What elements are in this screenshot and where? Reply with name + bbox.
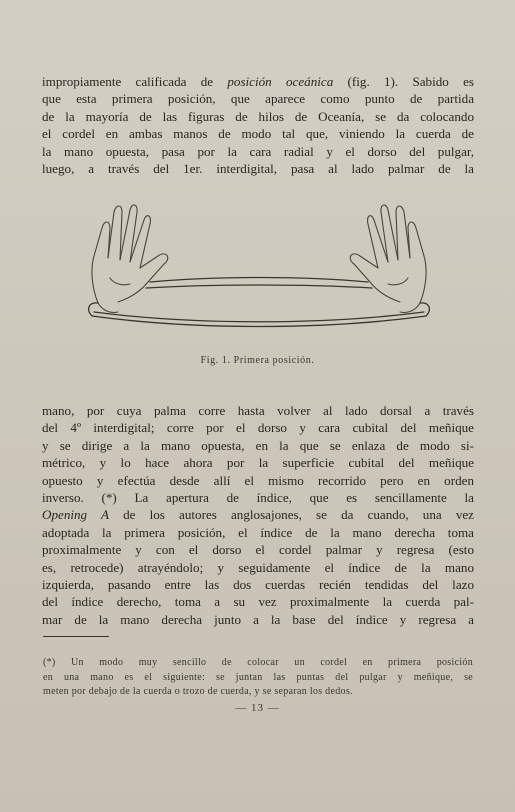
text-line: Opening A de los autores anglosajones, se da cuando, una vez (42, 507, 474, 523)
text-line: de la mayoría de las figuras de hilos de Oceanía, se da colocando (42, 108, 474, 124)
text-line: el cordel en ambas manos de modo tal que, viniendo la cuerda de (42, 126, 474, 142)
text-line: inverso. (*) La apertura de índice, que es sencillamente la (42, 490, 474, 506)
text-line: luego, a través del 1er. interdigital, pasa al lado palmar de la (42, 161, 474, 177)
text-line: mano, por cuya palma corre hasta volver al lado dorsal a través (42, 403, 474, 418)
text-line: es, retrocede) atrayéndolo; y seguidamente el índice de la mano (42, 559, 474, 575)
text-line: izquierda, pasando entre las dos cuerdas recién tendidas del lazo (42, 577, 474, 593)
hands-string-illustration (74, 198, 444, 338)
footnote-line: meten por debajo de la cuerda o trozo de cuerda, y se separan los dedos. (43, 686, 353, 697)
footnote (43, 656, 473, 700)
text-line: adoptada la primera posición, el índice de la mano derecha toma (42, 524, 474, 540)
footnote-divider (43, 636, 109, 637)
text-line: mar de la mano derecha junto a la base del índice y regresa a (42, 611, 474, 627)
text-line: impropiamente calificada de posición oceánica (fig. 1). Sabido es (42, 74, 475, 89)
left-hand-icon (92, 205, 168, 313)
string-loop-icon (89, 278, 430, 327)
text-line: del 4º interdigital; corre por el dorso y cara cubital del meñique (42, 420, 474, 436)
text-line: opuesto y efectúa desde allí el mismo recorrido pero en orden (42, 472, 474, 488)
text-line: proximalmente y con el dorso el cordel palmar y regresa (esto (42, 542, 474, 558)
text-line: métrico, y lo hace ahora por la superficie cubital del meñique (42, 455, 474, 471)
page-number: — 13 — (235, 702, 280, 714)
text-line: que esta primera posición, que aparece como punto de partida (42, 91, 474, 107)
paragraph-top (42, 73, 474, 177)
text-line: y se dirige a la mano opuesta, en la que se enlaza de modo si- (42, 437, 474, 453)
footnote-line: en una mano es el siguiente: se juntan las puntas del pulgar y meñique, se (43, 671, 473, 683)
text-line: la mano opuesta, pasa por la cara radial y el dorso del pulgar, (42, 143, 474, 159)
text-line: del índice derecho, toma a su vez proximalmente la cuerda pal- (42, 594, 474, 610)
paragraph-bottom (42, 402, 474, 628)
right-hand-icon (350, 205, 426, 313)
footnote-line: (*) Un modo muy sencillo de colocar un cordel en primera posición (43, 657, 473, 668)
figure-caption: Fig. 1. Primera posición. (200, 355, 315, 366)
